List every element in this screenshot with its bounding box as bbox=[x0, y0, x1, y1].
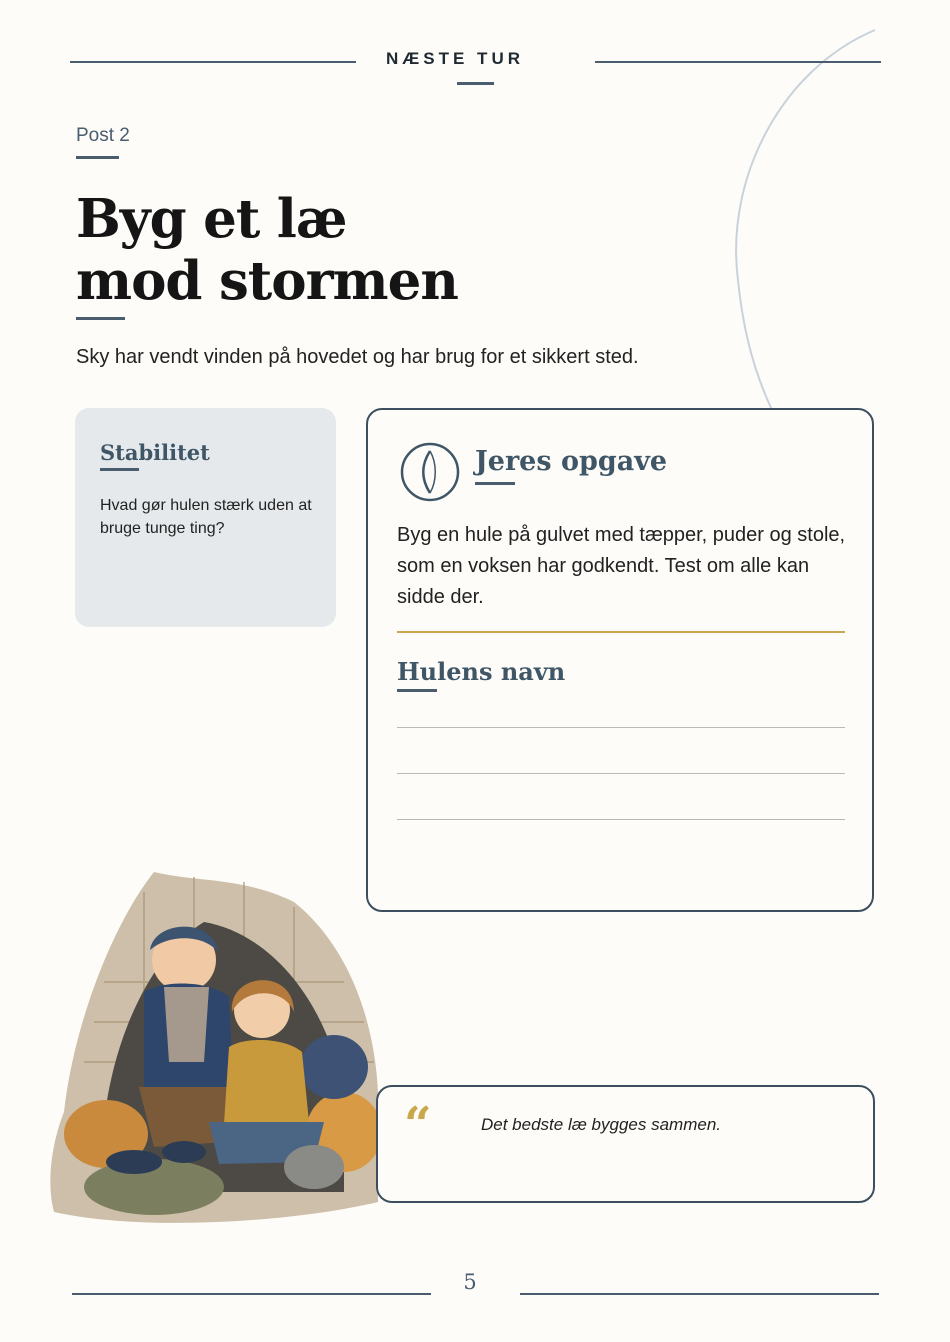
page-title bbox=[76, 188, 458, 312]
page-title-line2: mod stormen bbox=[76, 250, 458, 312]
page-title-underline bbox=[76, 317, 125, 320]
writing-line[interactable] bbox=[397, 773, 845, 774]
page-title-line1: Byg et læ bbox=[76, 188, 347, 250]
header-title: NÆSTE TUR bbox=[386, 49, 524, 68]
tip-text: Hvad gør hulen stærk uden at bruge tunge ting? bbox=[100, 497, 312, 537]
post-label-underline bbox=[76, 156, 119, 159]
task-card bbox=[366, 408, 874, 912]
task-title: Jeres opgave bbox=[475, 446, 668, 477]
tip-title: Stabilitet bbox=[100, 440, 210, 465]
writing-line[interactable] bbox=[397, 727, 845, 728]
task-text: Byg en hule på gulvet med tæpper, puder og stole, som en voksen har godkendt. Test om alle kan sidde der. bbox=[397, 524, 846, 608]
illustration-blanket-fort bbox=[44, 862, 384, 1234]
tip-card bbox=[75, 408, 336, 627]
header-title-underline bbox=[457, 82, 494, 85]
task-title-underline bbox=[475, 482, 515, 485]
tip-title-underline bbox=[100, 468, 139, 471]
quote-text: Det bedste læ bygges sammen. bbox=[481, 1115, 722, 1134]
compass-icon bbox=[399, 441, 461, 503]
decorative-arc bbox=[720, 20, 900, 420]
den-name-title: Hulens navn bbox=[397, 657, 566, 686]
post-label: Post 2 bbox=[76, 125, 130, 146]
gold-divider bbox=[397, 631, 845, 633]
quote-card bbox=[376, 1085, 875, 1203]
page-number: 5 bbox=[463, 1270, 477, 1294]
den-name-underline bbox=[397, 689, 437, 692]
subtitle: Sky har vendt vinden på hovedet og har brug for et sikkert sted. bbox=[76, 346, 639, 368]
quote-mark-icon: “ bbox=[404, 1097, 432, 1153]
writing-line[interactable] bbox=[397, 819, 845, 820]
